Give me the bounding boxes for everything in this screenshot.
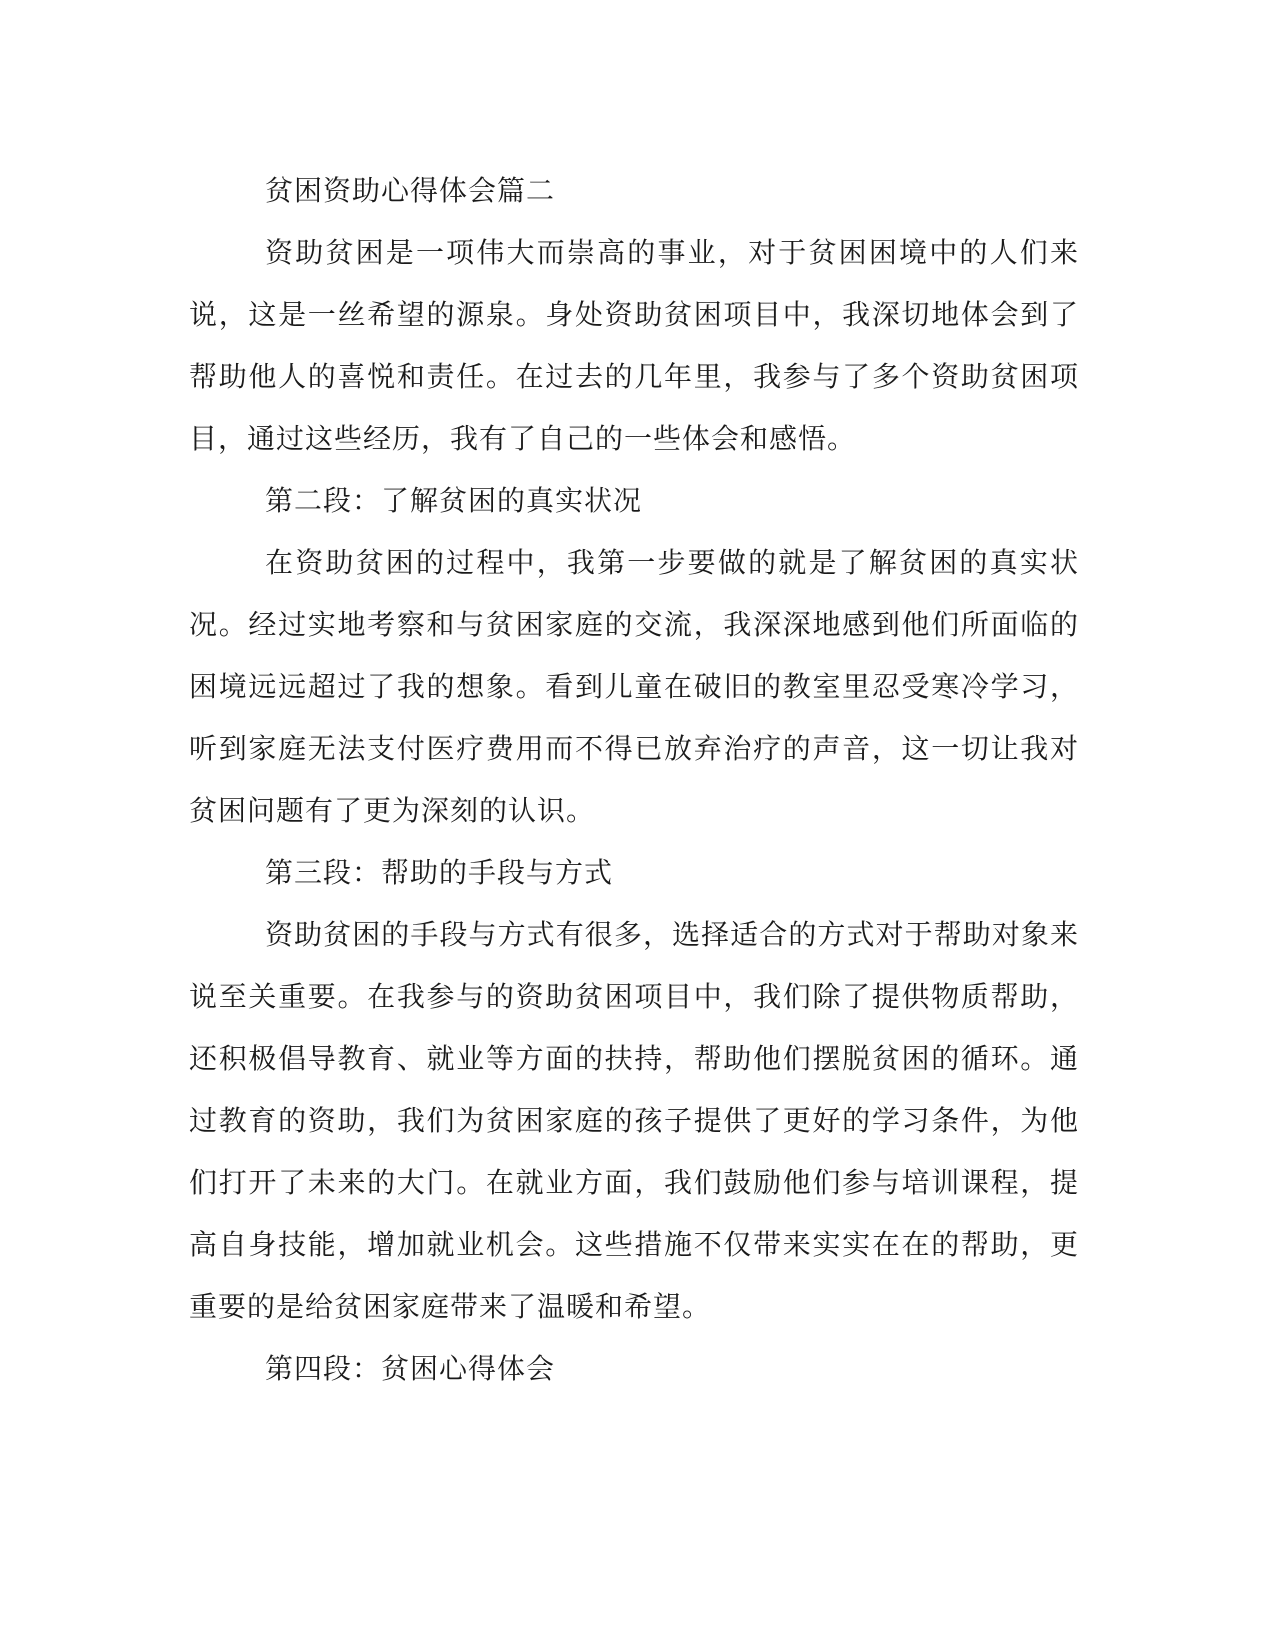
document-body bbox=[189, 160, 1079, 1400]
document-title: 贫困资助心得体会篇二 bbox=[265, 174, 556, 207]
section-3-heading: 第三段：帮助的手段与方式 bbox=[265, 856, 614, 889]
section-2-paragraph: 在资助贫困的过程中，我第一步要做的就是了解贫困的真实状况。经过实地考察和与贫困家庭的交流，我深深地感到他们所面临的困境远远超过了我的想象。看到儿童在破旧的教室里忍受寒冷学习，听到家庭无法支付医疗费用而不得已放弃治疗的声音，这一切让我对贫困问题有了更为深刻的认识。 bbox=[189, 546, 1079, 827]
intro-paragraph: 资助贫困是一项伟大而崇高的事业，对于贫困困境中的人们来说，这是一丝希望的源泉。身处资助贫困项目中，我深切地体会到了帮助他人的喜悦和责任。在过去的几年里，我参与了多个资助贫困项目，通过这些经历，我有了自己的一些体会和感悟。 bbox=[189, 236, 1079, 455]
section-2-heading: 第二段：了解贫困的真实状况 bbox=[265, 484, 643, 517]
section-4-heading: 第四段：贫困心得体会 bbox=[265, 1352, 556, 1385]
section-3-paragraph: 资助贫困的手段与方式有很多，选择适合的方式对于帮助对象来说至关重要。在我参与的资助贫困项目中，我们除了提供物质帮助，还积极倡导教育、就业等方面的扶持，帮助他们摆脱贫困的循环。通过教育的资助，我们为贫困家庭的孩子提供了更好的学习条件，为他们打开了未来的大门。在就业方面，我们鼓励他们参与培训课程，提高自身技能，增加就业机会。这些措施不仅带来实实在在的帮助，更重要的是给贫困家庭带来了温暖和希望。 bbox=[189, 918, 1079, 1323]
